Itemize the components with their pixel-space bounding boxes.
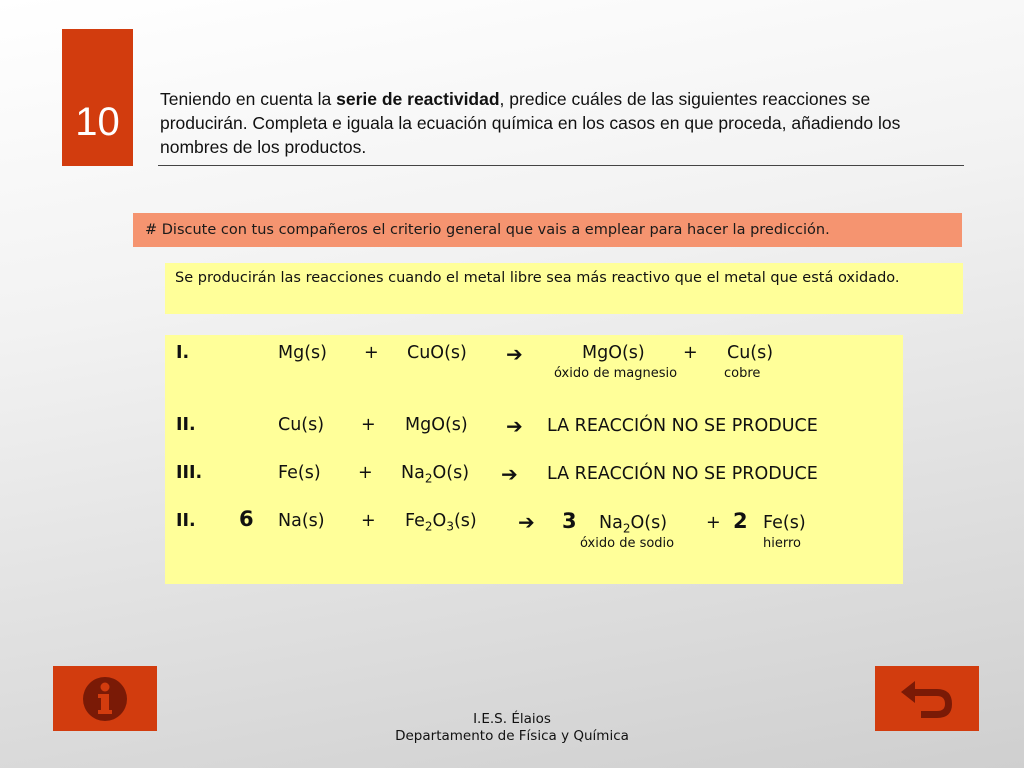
- reaction-3-reactant2-a: Na: [401, 463, 425, 483]
- reaction-4-name1: óxido de sodio: [580, 536, 675, 551]
- info-button[interactable]: [53, 666, 157, 731]
- reaction-1-reactant1: Mg(s): [278, 343, 327, 363]
- reaction-3-result: LA REACCIÓN NO SE PRODUCE: [547, 464, 818, 484]
- reaction-2-arrow-icon: ➔: [506, 414, 523, 438]
- reactions-panel: [165, 335, 903, 584]
- reaction-3-arrow-icon: ➔: [501, 462, 518, 486]
- reaction-2-label-text: II.: [176, 415, 196, 435]
- intro-part1: Teniendo en cuenta la: [160, 89, 337, 109]
- reaction-1-plus1: +: [364, 343, 379, 363]
- reaction-4-reactant2-b: O: [432, 511, 447, 531]
- reaction-4-product1-b: O(s): [630, 513, 668, 533]
- reaction-4-plus1: +: [361, 511, 376, 531]
- footer: [312, 711, 712, 745]
- footer-school: I.E.S. Élaios: [473, 711, 551, 727]
- reaction-4-name2: hierro: [763, 536, 801, 551]
- reaction-4-plus2: +: [706, 513, 721, 533]
- reaction-4-product1: [599, 513, 667, 536]
- reaction-1-arrow-icon: ➔: [506, 342, 523, 366]
- reaction-1-name2: cobre: [724, 366, 761, 381]
- reaction-4-label: [176, 511, 196, 531]
- reaction-4-reactant2-sub2: 3: [446, 519, 454, 534]
- reaction-4-coef2: 3: [562, 509, 577, 533]
- reaction-1-label: [176, 343, 189, 363]
- reaction-1-label-text: I.: [176, 343, 190, 363]
- reaction-4-reactant2-sub1: 2: [424, 519, 433, 534]
- return-arrow-icon: [899, 677, 955, 721]
- reaction-4-product1-sub: 2: [622, 521, 631, 536]
- answer-box: [165, 263, 963, 314]
- reaction-2-label: [176, 415, 196, 435]
- intro-bold: serie de reactividad: [336, 89, 500, 109]
- reaction-4-reactant2-c: (s): [453, 511, 477, 531]
- reaction-4-arrow-icon: ➔: [518, 510, 535, 534]
- discuss-box: [133, 213, 962, 247]
- reaction-1-plus2: +: [683, 343, 698, 363]
- reaction-2-result: LA REACCIÓN NO SE PRODUCE: [547, 416, 818, 436]
- reaction-4-product2: Fe(s): [763, 513, 806, 533]
- intro-text: [160, 87, 960, 159]
- reaction-3-plus1: +: [358, 463, 373, 483]
- reaction-4-coef1: 6: [239, 507, 254, 531]
- reaction-4-reactant1: Na(s): [278, 511, 325, 531]
- reaction-3-reactant1: Fe(s): [278, 463, 321, 483]
- reaction-3-reactant2-sub: 2: [424, 471, 433, 486]
- reaction-1-name1: óxido de magnesio: [554, 366, 678, 381]
- slide-number: 10: [62, 29, 133, 166]
- reaction-4-label-text: II.: [176, 511, 196, 531]
- reaction-3-reactant2: [401, 463, 469, 486]
- return-button[interactable]: [875, 666, 979, 731]
- divider: [158, 165, 964, 166]
- reaction-2-plus1: +: [361, 415, 376, 435]
- intro-part2: , predice cuáles de las siguientes reacciones se producirán. Completa e iguala la ecuación química en los casos en que proceda, añadiendo los nombres de los productos.: [160, 89, 901, 157]
- reaction-3-label-text: III.: [176, 463, 203, 483]
- reaction-1-product2: Cu(s): [727, 343, 774, 363]
- reaction-2-reactant2: MgO(s): [405, 415, 468, 435]
- reaction-1-reactant2: CuO(s): [407, 343, 467, 363]
- reaction-2-reactant1: Cu(s): [278, 415, 325, 435]
- answer-text: Se producirán las reacciones cuando el metal libre sea más reactivo que el metal que está oxidado.: [175, 270, 900, 286]
- reaction-3-label: [176, 463, 202, 483]
- reaction-4-reactant2: [405, 511, 477, 534]
- reaction-1-product1: MgO(s): [582, 343, 645, 363]
- reaction-3-reactant2-b: O(s): [432, 463, 470, 483]
- footer-department: Departamento de Física y Química: [395, 728, 629, 744]
- reaction-4-coef3: 2: [733, 509, 748, 533]
- info-icon: [81, 675, 129, 723]
- reaction-4-product1-a: Na: [599, 513, 623, 533]
- discuss-text: # Discute con tus compañeros el criterio general que vais a emplear para hacer la predicción.: [145, 222, 830, 238]
- reaction-4-reactant2-a: Fe: [405, 511, 425, 531]
